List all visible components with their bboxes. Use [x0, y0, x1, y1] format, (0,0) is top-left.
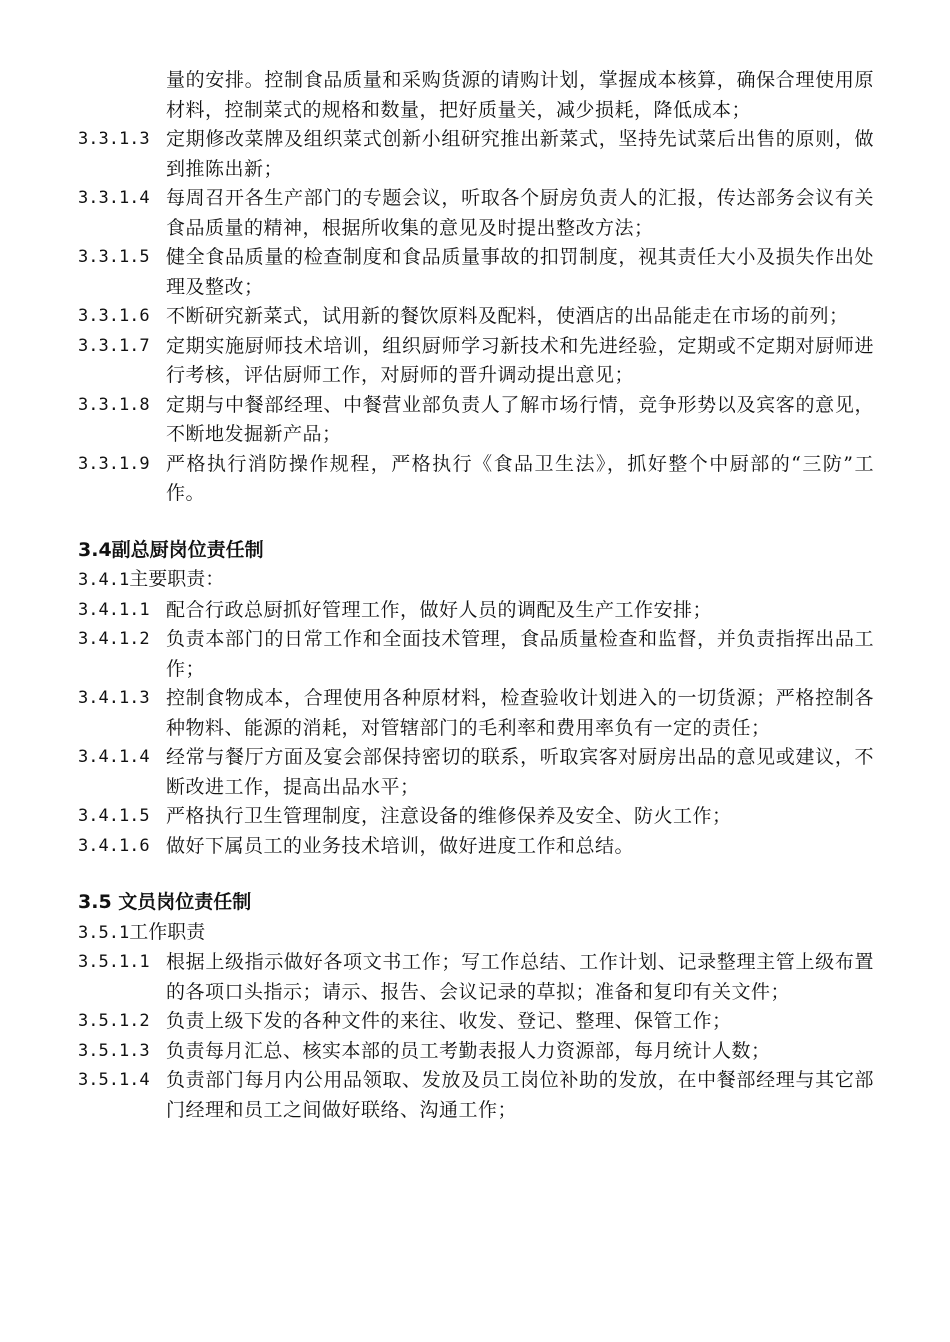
list-item — [78, 948, 874, 1007]
item-number: 3.3.1.6 — [78, 306, 150, 326]
subsection-number: 3.5.1 — [78, 922, 130, 943]
item-number: 3.3.1.9 — [78, 453, 150, 474]
list-item — [78, 243, 874, 302]
list-item — [78, 1037, 874, 1067]
item-text: 做好下属员工的业务技术培训，做好进度工作和总结。 — [166, 834, 635, 857]
item-text: 定期修改菜牌及组织菜式创新小组研究推出新菜式，坚持先试菜后出售的原则，做到推陈出新； — [166, 128, 874, 180]
list-item — [78, 596, 874, 626]
item-number: 3.5.1.1 — [78, 952, 150, 972]
item-text: 负责上级下发的各种文件的来往、收发、登记、整理、保管工作； — [166, 1010, 732, 1032]
list-item — [78, 450, 874, 509]
list-item — [78, 802, 874, 832]
item-text: 负责本部门的日常工作和全面技术管理，食品质量检查和监督，并负责指挥出品工作； — [166, 628, 874, 680]
item-number: 3.4.1.4 — [78, 747, 150, 767]
item-number: 3.3.1.8 — [78, 394, 150, 415]
section-heading-3-4: 3.4副总厨岗位责任制 — [78, 538, 264, 561]
list-item — [78, 684, 874, 743]
item-text: 健全食品质量的检查制度和食品质量事故的扣罚制度，视其责任大小及损失作出处理及整改； — [166, 246, 874, 298]
list-item — [78, 743, 874, 802]
item-number: 3.4.1.2 — [78, 629, 150, 649]
list-item — [78, 1066, 874, 1125]
item-number: 3.3.1.5 — [78, 247, 150, 267]
item-text: 配合行政总厨抓好管理工作，做好人员的调配及生产工作安排； — [166, 598, 713, 621]
list-item — [78, 332, 874, 391]
list-item — [78, 184, 874, 243]
item-text: 每周召开各生产部门的专题会议，听取各个厨房负责人的汇报，传达部务会议有关食品质量的精神，根据所收集的意见及时提出整改方法； — [166, 187, 874, 239]
section-3-4-1-list — [0, 596, 950, 862]
section-heading-3-5: 3.5 文员岗位责任制 — [78, 891, 252, 913]
document-page — [0, 66, 950, 1125]
item-text: 不断研究新菜式，试用新的餐饮原料及配料，使酒店的出品能走在市场的前列； — [166, 305, 849, 327]
item-text: 控制食物成本，合理使用各种原材料，检查验收计划进入的一切货源；严格控制各种物料、能源的消耗，对管辖部门的毛利率和费用率负有一定的责任； — [166, 687, 874, 739]
item-number: 3.3.1.3 — [78, 129, 150, 149]
item-text: 严格执行消防操作规程，严格执行《食品卫生法》，抓好整个中厨部的“三防”工作。 — [166, 452, 874, 504]
list-item — [78, 625, 874, 684]
list-item — [78, 302, 874, 332]
subsection-title-3-5-1 — [78, 918, 950, 949]
section-3-3-1-list — [0, 125, 950, 509]
item-number: 3.4.1.3 — [78, 688, 150, 708]
item-number: 3.4.1.5 — [78, 806, 150, 826]
item-number: 3.4.1.6 — [78, 835, 150, 856]
item-text: 定期与中餐部经理、中餐营业部负责人了解市场行情，竞争形势以及宾客的意见，不断地发掘新产品； — [166, 393, 874, 445]
item-text: 严格执行卫生管理制度，注意设备的维修保养及安全、防火工作； — [166, 805, 732, 827]
item-number: 3.3.1.7 — [78, 335, 150, 356]
subsection-label: 主要职责： — [129, 568, 225, 590]
item-number: 3.5.1.3 — [78, 1040, 150, 1061]
item-number: 3.5.1.4 — [78, 1070, 150, 1090]
item-text: 负责每月汇总、核实本部的员工考勤表报人力资源部，每月统计人数； — [166, 1039, 771, 1062]
item-number: 3.5.1.2 — [78, 1011, 150, 1031]
list-item — [78, 391, 874, 450]
continued-paragraph: 量的安排。控制食品质量和采购货源的请购计划，掌握成本核算，确保合理使用原材料，控制菜式的规格和数量，把好质量关，减少损耗，降低成本； — [166, 69, 874, 121]
item-number: 3.4.1.1 — [78, 599, 150, 620]
item-text: 经常与餐厅方面及宴会部保持密切的联系，听取宾客对厨房出品的意见或建议，不断改进工作，提高出品水平； — [166, 746, 874, 798]
item-text: 定期实施厨师技术培训，组织厨师学习新技术和先进经验，定期或不定期对厨师进行考核，评估厨师工作，对厨师的晋升调动提出意见； — [166, 334, 874, 386]
item-text: 根据上级指示做好各项文书工作；写工作总结、工作计划、记录整理主管上级布置的各项口头指示；请示、报告、会议记录的草拟；准备和复印有关文件； — [166, 951, 874, 1003]
item-number: 3.3.1.4 — [78, 188, 150, 208]
item-text: 负责部门每月内公用品领取、发放及员工岗位补助的发放，在中餐部经理与其它部门经理和员工之间做好联络、沟通工作； — [166, 1069, 874, 1121]
list-item — [78, 125, 874, 184]
list-item — [78, 1007, 874, 1037]
section-3-5-1-list — [0, 948, 950, 1125]
subsection-label: 工作职责 — [129, 920, 206, 943]
subsection-title-3-4-1 — [78, 565, 950, 596]
list-item — [78, 832, 874, 862]
subsection-number: 3.4.1 — [78, 570, 130, 590]
